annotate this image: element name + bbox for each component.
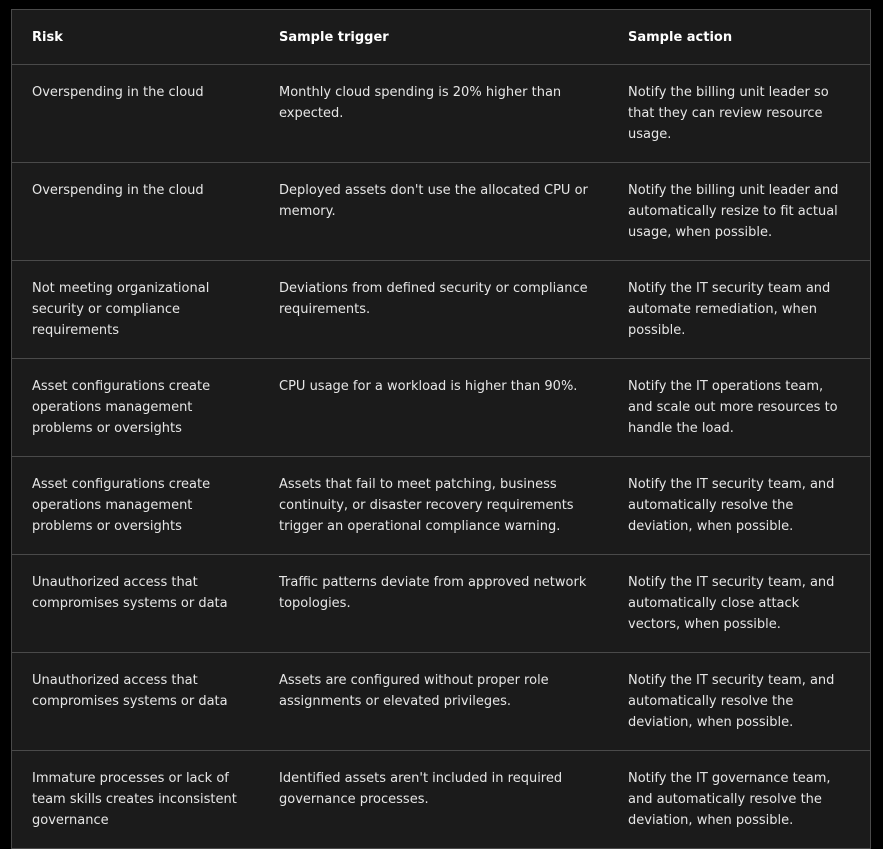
cell-risk: Not meeting organizational security or compliance requirements xyxy=(32,281,210,338)
cell-trigger: Deployed assets don't use the allocated CPU or memory. xyxy=(279,183,588,219)
cell-trigger: Traffic patterns deviate from approved network topologies. xyxy=(279,575,587,611)
header-sample-trigger: Sample trigger xyxy=(279,30,389,45)
header-row xyxy=(12,10,870,65)
cell-trigger: Monthly cloud spending is 20% higher than expected. xyxy=(279,85,562,121)
cell-action: Notify the IT security team, and automatically close attack vectors, when possible. xyxy=(628,575,835,632)
cell-trigger: Assets are configured without proper role assignments or elevated privileges. xyxy=(279,673,549,709)
cell-action: Notify the billing unit leader so that they can review resource usage. xyxy=(628,85,829,142)
cell-risk: Asset configurations create operations management problems or oversights xyxy=(32,379,211,436)
table-row xyxy=(12,65,870,163)
cell-trigger: Deviations from defined security or compliance requirements. xyxy=(279,281,588,317)
table-body xyxy=(12,65,870,849)
risk-table-container xyxy=(11,9,871,849)
cell-trigger: Identified assets aren't included in required governance processes. xyxy=(279,771,563,807)
header-risk: Risk xyxy=(32,30,63,45)
cell-risk: Unauthorized access that compromises systems or data xyxy=(32,575,228,611)
table-header xyxy=(12,10,870,65)
cell-action: Notify the IT governance team, and automatically resolve the deviation, when possible. xyxy=(628,771,831,828)
cell-risk: Overspending in the cloud xyxy=(32,85,204,100)
table-row xyxy=(12,163,870,261)
cell-trigger: CPU usage for a workload is higher than 90%. xyxy=(279,379,578,394)
header-sample-action: Sample action xyxy=(628,30,733,45)
table-row xyxy=(12,751,870,849)
table-row xyxy=(12,359,870,457)
cell-action: Notify the IT security team and automate remediation, when possible. xyxy=(628,281,831,338)
cell-action: Notify the IT operations team, and scale out more resources to handle the load. xyxy=(628,379,838,436)
cell-action: Notify the IT security team, and automatically resolve the deviation, when possible. xyxy=(628,673,835,730)
cell-risk: Overspending in the cloud xyxy=(32,183,204,198)
cell-risk: Unauthorized access that compromises systems or data xyxy=(32,673,228,709)
cell-risk: Asset configurations create operations management problems or oversights xyxy=(32,477,211,534)
risk-table xyxy=(12,10,870,848)
cell-action: Notify the IT security team, and automatically resolve the deviation, when possible. xyxy=(628,477,835,534)
table-row xyxy=(12,555,870,653)
cell-action: Notify the billing unit leader and automatically resize to fit actual usage, when possible. xyxy=(628,183,839,240)
table-row xyxy=(12,457,870,555)
cell-risk: Immature processes or lack of team skills creates inconsistent governance xyxy=(32,771,237,828)
table-row xyxy=(12,261,870,359)
cell-trigger: Assets that fail to meet patching, business continuity, or disaster recovery requirements trigger an operational compliance warning. xyxy=(279,477,574,534)
table-row xyxy=(12,653,870,751)
